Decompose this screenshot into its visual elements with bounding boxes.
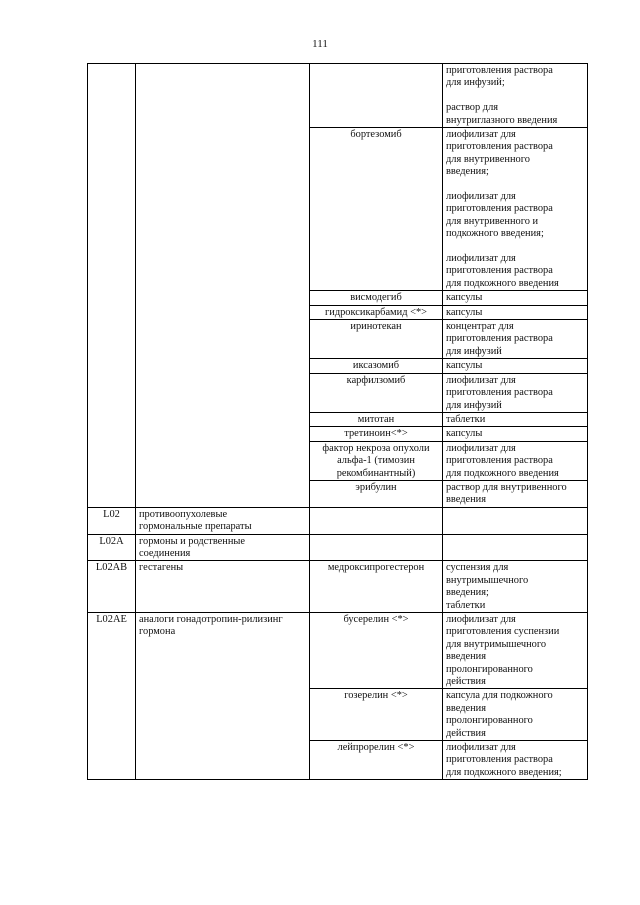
dosage-form-cell [443, 412, 588, 426]
anatomical-therapeutic-group-cell [136, 64, 310, 508]
dosage-form-text: лиофилизат для приготовления суспензии для внутримышечного введения пролонгированного действия [446, 614, 560, 688]
dosage-form-cell [443, 534, 588, 561]
drug-name-cell [310, 64, 443, 128]
dosage-form-text: лиофилизат для приготовления раствора для инфузий [446, 374, 553, 411]
table-row [88, 507, 588, 534]
drug-name-cell: гозерелин <*> [310, 689, 443, 741]
drug-name-cell: третиноин<*> [310, 427, 443, 441]
dosage-form-cell [443, 320, 588, 359]
drug-name-cell [310, 507, 443, 534]
dosage-form-text: капсула для подкожного введения пролонгированного действия [446, 690, 553, 739]
anatomical-therapeutic-group-cell: гестагены [136, 561, 310, 613]
table-row [88, 534, 588, 561]
dosage-form-cell [443, 373, 588, 412]
dosage-form-text: приготовления раствора для инфузий; [446, 65, 553, 89]
dosage-form-cell [443, 689, 588, 741]
anatomical-therapeutic-group-cell: противоопухолевые гормональные препараты [136, 507, 310, 534]
dosage-form-cell [443, 128, 588, 291]
dosage-form-cell [443, 64, 588, 128]
atc-code-cell: L02AB [88, 561, 136, 613]
atc-code-cell: L02A [88, 534, 136, 561]
dosage-form-cell [443, 291, 588, 305]
drug-name-cell: бортезомиб [310, 128, 443, 291]
dosage-form-text: раствор для внутривенного введения [446, 481, 567, 506]
dosage-form-text: раствор для внутриглазного введения [446, 102, 558, 126]
drug-name-cell: медроксипрогестерон [310, 561, 443, 613]
anatomical-therapeutic-group-cell: аналоги гонадотропин-рилизинг гормона [136, 613, 310, 780]
atc-code-cell: L02 [88, 507, 136, 534]
dosage-form-text: капсулы [446, 306, 483, 318]
dosage-form-text: лиофилизат для приготовления раствора для подкожного введения; [446, 742, 562, 778]
drug-name-cell [310, 534, 443, 561]
table-row [88, 561, 588, 613]
dosage-form-cell [443, 741, 588, 780]
drug-name-cell: гидроксикарбамид <*> [310, 305, 443, 319]
drug-name-cell: иксазомиб [310, 359, 443, 373]
dosage-form-cell [443, 359, 588, 373]
drug-table [87, 63, 588, 780]
dosage-form-text: лиофилизат для приготовления раствора для внутривенного введения; [446, 129, 553, 178]
dosage-form-text: таблетки [446, 413, 486, 425]
dosage-form-cell [443, 561, 588, 613]
dosage-form-text: лиофилизат для приготовления раствора для подкожного введения [446, 253, 559, 289]
drug-name-cell: висмодегиб [310, 291, 443, 305]
dosage-form-cell [443, 480, 588, 507]
dosage-form-cell [443, 507, 588, 534]
dosage-form-text: концентрат для приготовления раствора для инфузий [446, 321, 553, 357]
drug-name-cell: карфилзомиб [310, 373, 443, 412]
drug-name-cell: лейпрорелин <*> [310, 741, 443, 780]
dosage-form-text: суспензия для внутримышечного введения; таблетки [446, 562, 529, 611]
dosage-form-cell [443, 305, 588, 319]
dosage-form-text: лиофилизат для приготовления раствора для внутривенного и подкожного введения; [446, 191, 553, 240]
drug-name-cell: иринотекан [310, 320, 443, 359]
atc-code-cell [88, 64, 136, 508]
table-row [88, 613, 588, 689]
table-row [88, 64, 588, 128]
drug-name-cell: бусерелин <*> [310, 613, 443, 689]
dosage-form-text: капсулы [446, 292, 483, 304]
dosage-form-cell [443, 613, 588, 689]
drug-name-cell: эрибулин [310, 480, 443, 507]
atc-code-cell: L02AE [88, 613, 136, 780]
dosage-form-cell [443, 441, 588, 480]
page-number: 111 [312, 38, 328, 50]
dosage-form-text: капсулы [446, 428, 483, 440]
drug-name-cell: митотан [310, 412, 443, 426]
drug-name-cell: фактор некроза опухоли альфа-1 (тимозин рекомбинантный) [310, 441, 443, 480]
dosage-form-cell [443, 427, 588, 441]
dosage-form-text: капсулы [446, 360, 483, 372]
anatomical-therapeutic-group-cell: гормоны и родственные соединения [136, 534, 310, 561]
dosage-form-text: лиофилизат для приготовления раствора для подкожного введения [446, 442, 559, 479]
